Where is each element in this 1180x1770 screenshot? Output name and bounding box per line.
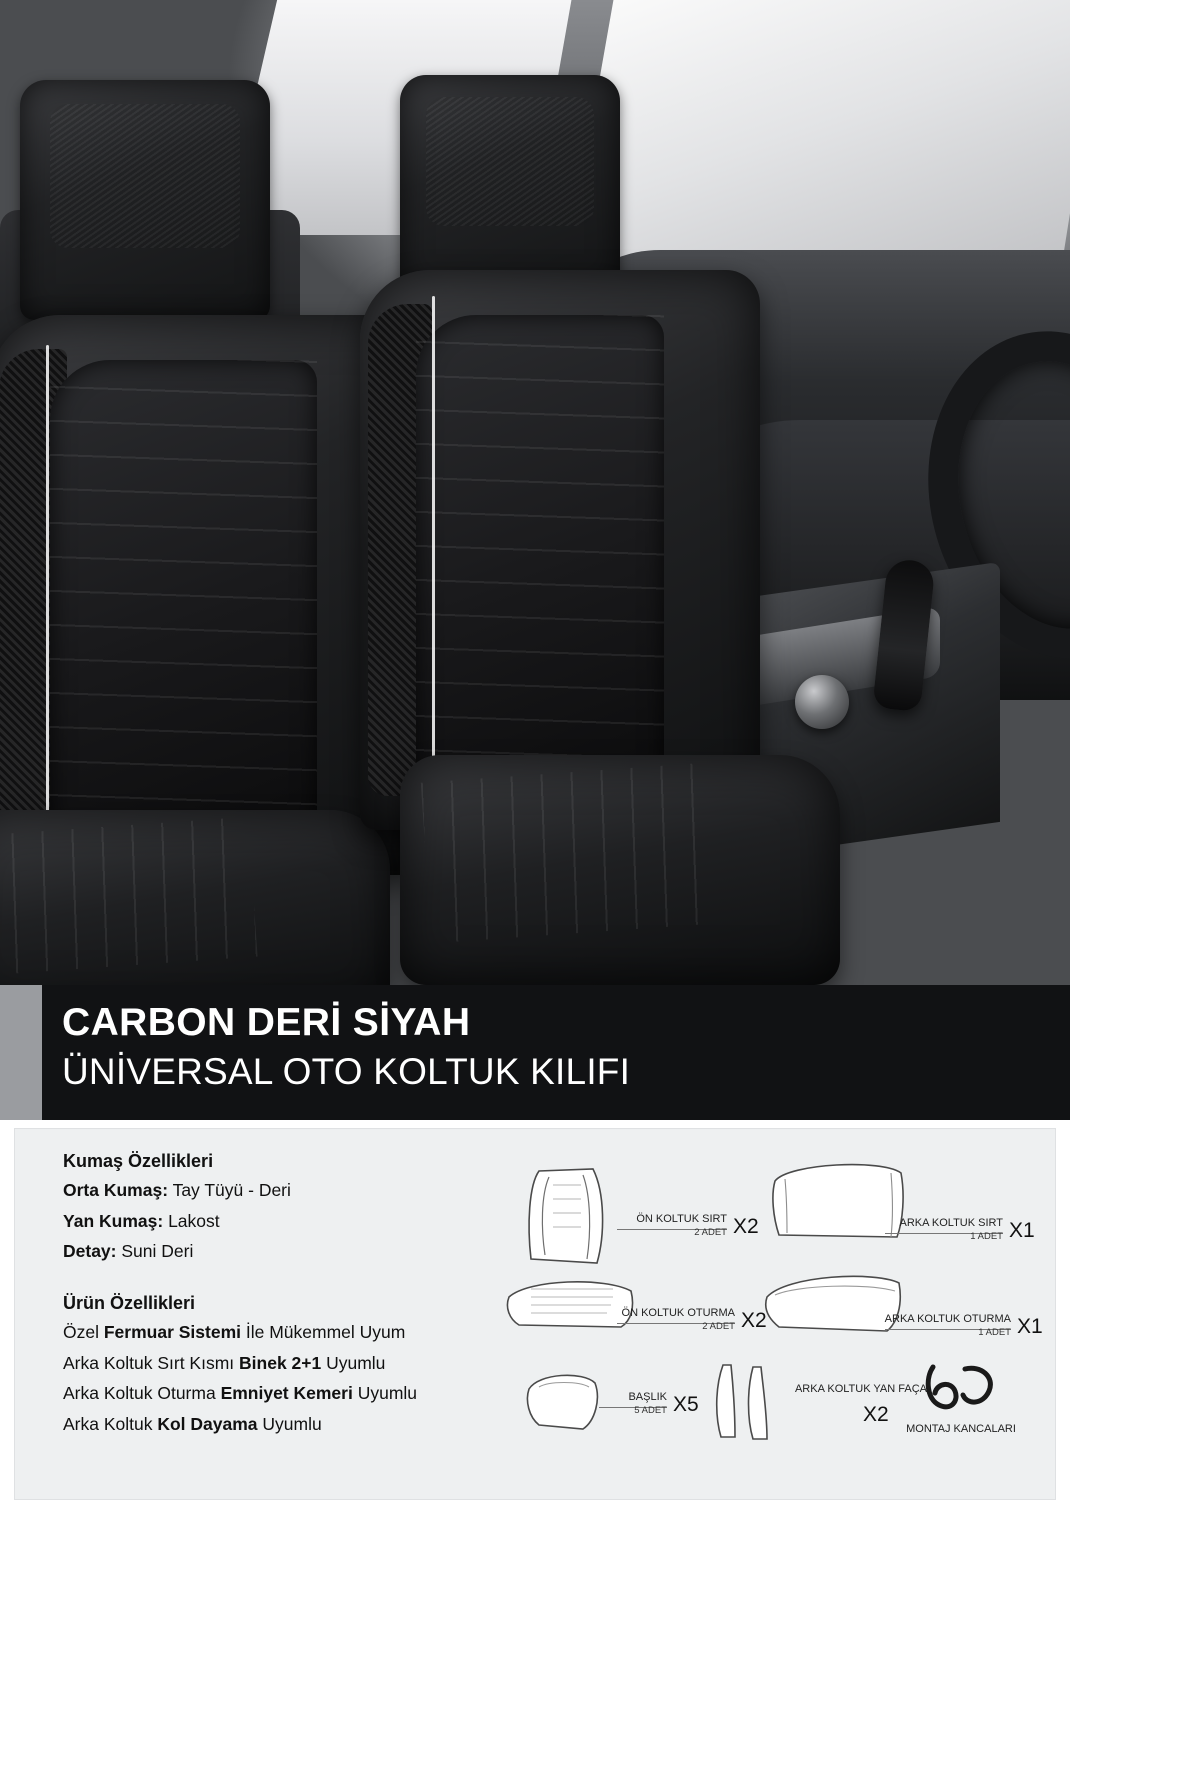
feature-bold-armrest: Kol Dayama (157, 1413, 258, 1434)
center-panel-front (416, 315, 664, 785)
seat-cover-front (340, 55, 770, 985)
feature-pre-armrest: Arka Koltuk (63, 1413, 158, 1434)
feature-row-seatbelt (63, 1382, 503, 1406)
part-rear-seat-cushion-qty: X1 (1017, 1315, 1043, 1338)
info-band (14, 1128, 1056, 1500)
white-piping-rear (46, 345, 49, 845)
part-front-seat-cushion-count: 2 ADET (702, 1320, 735, 1332)
part-front-seat-back (505, 1155, 759, 1275)
title-accent-bar (0, 985, 42, 1120)
feature-row-armrest (63, 1413, 503, 1437)
product-subtitle: ÜNİVERSAL OTO KOLTUK KILIFI (62, 1051, 631, 1092)
headrest-cover-front (400, 75, 620, 290)
feature-post-armrest: Uyumlu (257, 1413, 322, 1434)
mounting-hook-icon (915, 1357, 1005, 1429)
part-rear-seat-cushion-name: ARKA KOLTUK OTURMA (884, 1313, 1011, 1325)
fabric-row-side (63, 1210, 503, 1234)
part-rear-side-bolster (703, 1357, 927, 1447)
part-headrest-caption (577, 1391, 667, 1417)
feature-post-rearback: Uyumlu (321, 1352, 386, 1373)
white-piping-front (432, 296, 435, 806)
part-headrest-count: 5 ADET (634, 1404, 667, 1416)
title-band (0, 985, 1070, 1120)
part-mounting-hooks-caption (901, 1423, 1021, 1436)
stripe-texture-cushion-rear (0, 817, 257, 975)
part-mounting-hooks (906, 1357, 1016, 1435)
feature-post-seatbelt: Uyumlu (352, 1383, 418, 1404)
feature-pre-zipper: Özel (63, 1321, 104, 1342)
part-front-seat-cushion-qty: X2 (741, 1309, 767, 1332)
feature-row-rearback (63, 1352, 503, 1376)
part-front-seat-cushion-name: ÖN KOLTUK OTURMA (621, 1307, 735, 1319)
part-front-seat-back-qty: X2 (733, 1215, 759, 1238)
part-headrest-qty: X5 (673, 1393, 699, 1416)
part-front-seat-cushion-caption (591, 1307, 735, 1333)
rear-side-bolster-icon (703, 1357, 783, 1447)
feature-post-zipper: İle Mükemmel Uyum (241, 1321, 406, 1342)
seat-cushion-cover-front (400, 755, 840, 985)
part-rear-side-bolster-qty: X2 (863, 1403, 889, 1426)
part-rear-seat-back-name: ARKA KOLTUK SIRT (899, 1217, 1003, 1229)
console-knob-icon (795, 675, 849, 729)
spacer (63, 1271, 503, 1293)
center-panel-rear (50, 360, 317, 830)
fabric-row-center (63, 1179, 503, 1203)
headrest-cover-rear (20, 80, 270, 320)
feature-bold-zipper: Fermuar Sistemi (103, 1321, 241, 1342)
product-title: CARBON DERİ SİYAH (62, 1001, 471, 1044)
part-rear-side-bolster-name: ARKA KOLTUK YAN FAÇA (794, 1383, 927, 1395)
features-heading: Ürün Özellikleri (63, 1292, 196, 1313)
seat-cushion-cover-rear (0, 810, 390, 985)
bottom-margin (0, 1620, 1180, 1770)
seat-back-cover-front (360, 270, 760, 830)
fabric-label-side: Yan Kumaş: (63, 1210, 164, 1231)
part-front-seat-cushion (495, 1263, 767, 1343)
part-headrest-name: BAŞLIK (628, 1391, 667, 1403)
part-rear-seat-back-qty: X1 (1009, 1219, 1035, 1242)
feature-bold-rearback: Binek 2+1 (239, 1352, 322, 1373)
stripe-texture-cushion-front (421, 764, 704, 944)
fabric-label-detail: Detay: (63, 1241, 117, 1262)
part-rear-seat-back-caption (863, 1217, 1003, 1243)
fabric-value-detail: Suni Deri (121, 1241, 194, 1262)
feature-pre-rearback: Arka Koltuk Sırt Kısmı (63, 1352, 240, 1373)
stripe-texture-front (416, 315, 664, 785)
part-rear-seat-back (763, 1151, 1035, 1251)
fabric-label-center: Orta Kumaş: (63, 1180, 169, 1200)
fabric-value-side: Lakost (168, 1210, 220, 1231)
part-front-seat-back-caption (597, 1213, 727, 1239)
feature-bold-seatbelt: Emniyet Kemeri (220, 1383, 353, 1404)
fabric-value-center: Tay Tüyü - Deri (172, 1180, 291, 1200)
part-rear-seat-cushion-caption (855, 1313, 1011, 1339)
part-rear-seat-back-count: 1 ADET (970, 1230, 1003, 1242)
part-headrest (513, 1363, 699, 1443)
parts-icon-grid (485, 1145, 1045, 1485)
part-front-seat-back-count: 2 ADET (694, 1226, 727, 1238)
right-margin (1070, 0, 1180, 1770)
feature-row-zipper (63, 1321, 503, 1345)
stripe-texture-rear (50, 360, 317, 830)
part-rear-seat-cushion-count: 1 ADET (978, 1326, 1011, 1338)
part-rear-seat-cushion (757, 1257, 1043, 1347)
feature-pre-seatbelt: Arka Koltuk Oturma (63, 1383, 221, 1404)
specs-column (63, 1151, 503, 1443)
fabric-row-detail (63, 1240, 503, 1264)
part-mounting-hooks-name: MONTAJ KANCALARI (906, 1423, 1016, 1435)
part-front-seat-back-name: ÖN KOLTUK SIRT (636, 1213, 727, 1225)
part-rear-side-bolster-caption (767, 1383, 927, 1396)
fabric-heading: Kumaş Özellikleri (63, 1151, 214, 1171)
